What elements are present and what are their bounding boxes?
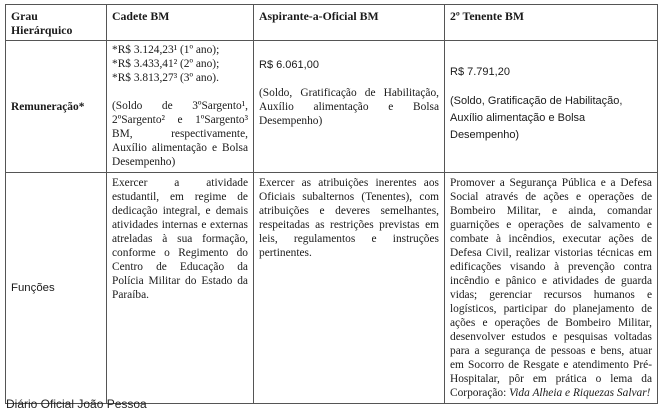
header-grau: Grau Hierárquico (6, 5, 107, 41)
footer-source: Diário Oficial João Pessoa (6, 397, 147, 411)
header-row (6, 5, 658, 41)
cadete-note: (Soldo de 3ºSargento¹, 2ºSargento² e 1ºSargento³ BM, respectivamente, Auxílio alimentação e Bolsa Desempenho) (112, 100, 248, 168)
tenente-funcoes-text: Promover a Segurança Pública e a Defesa Social através de ações e operações de Bombeiro Militar, e ainda, comandar guarnições e operações de salvamento e combate à incêndios, executar ações de Defesa Civil, realizar vistorias técnicas em edificações visando à prevenção contra incêndio e pânico e atividades de guarda vidas; gerenciar recursos humanos e logísticos, participar do planejamento de ações e operações de Bombeiro Militar, desenvolver estudos e pesquisas voltadas para a segurança de pessoas e bens, atuar em Socorro de Resgate e atendimento Pré-Hospitalar, pôr em prática o lema da Corporação: (450, 177, 652, 399)
cell-aspirante-funcoes: Exercer as atribuições inerentes aos Oficiais subalternos (Tenentes), com atribuições e deveres semelhantes, respeitadas as restrições previstas em leis, regulamentos e instruções pertinentes. (254, 173, 445, 404)
row-remuneracao (6, 41, 658, 173)
cell-aspirante-remuneracao (254, 41, 445, 173)
row-label-funcoes: Funções (6, 173, 107, 404)
cell-tenente-remuneracao (445, 41, 658, 173)
cell-cadete-remuneracao (107, 41, 254, 173)
row-funcoes (6, 173, 658, 404)
header-cadete: Cadete BM (107, 5, 254, 41)
tenente-motto: Vida Alheia e Riquezas Salvar! (509, 387, 651, 399)
tenente-note: (Soldo, Gratificação de Habilitação, Auxílio alimentação e Bolsa Desempenho) (450, 95, 623, 141)
cell-tenente-funcoes (445, 173, 658, 404)
rank-comparison-table (5, 4, 658, 404)
aspirante-value: R$ 6.061,00 (259, 59, 319, 71)
header-tenente: 2º Tenente BM (445, 5, 658, 41)
row-label-remuneracao: Remuneração* (6, 41, 107, 173)
cadete-value-2: *R$ 3.433,41² (2º ano); (112, 58, 220, 70)
cell-cadete-funcoes: Exercer a atividade estudantil, em regime de dedicação integral, e demais atividades internas e externas atreladas à sua formação, conforme o Regimento do Centro de Educação da Polícia Militar do Estado da Paraíba. (107, 173, 254, 404)
header-aspirante: Aspirante-a-Oficial BM (254, 5, 445, 41)
cadete-value-1: *R$ 3.124,23¹ (1º ano); (112, 44, 220, 56)
aspirante-note: (Soldo, Gratificação de Habilitação, Auxílio alimentação e Bolsa Desempenho) (259, 87, 439, 127)
cadete-value-3: *R$ 3.813,27³ (3º ano). (112, 72, 219, 84)
tenente-value: R$ 7.791,20 (450, 66, 510, 78)
